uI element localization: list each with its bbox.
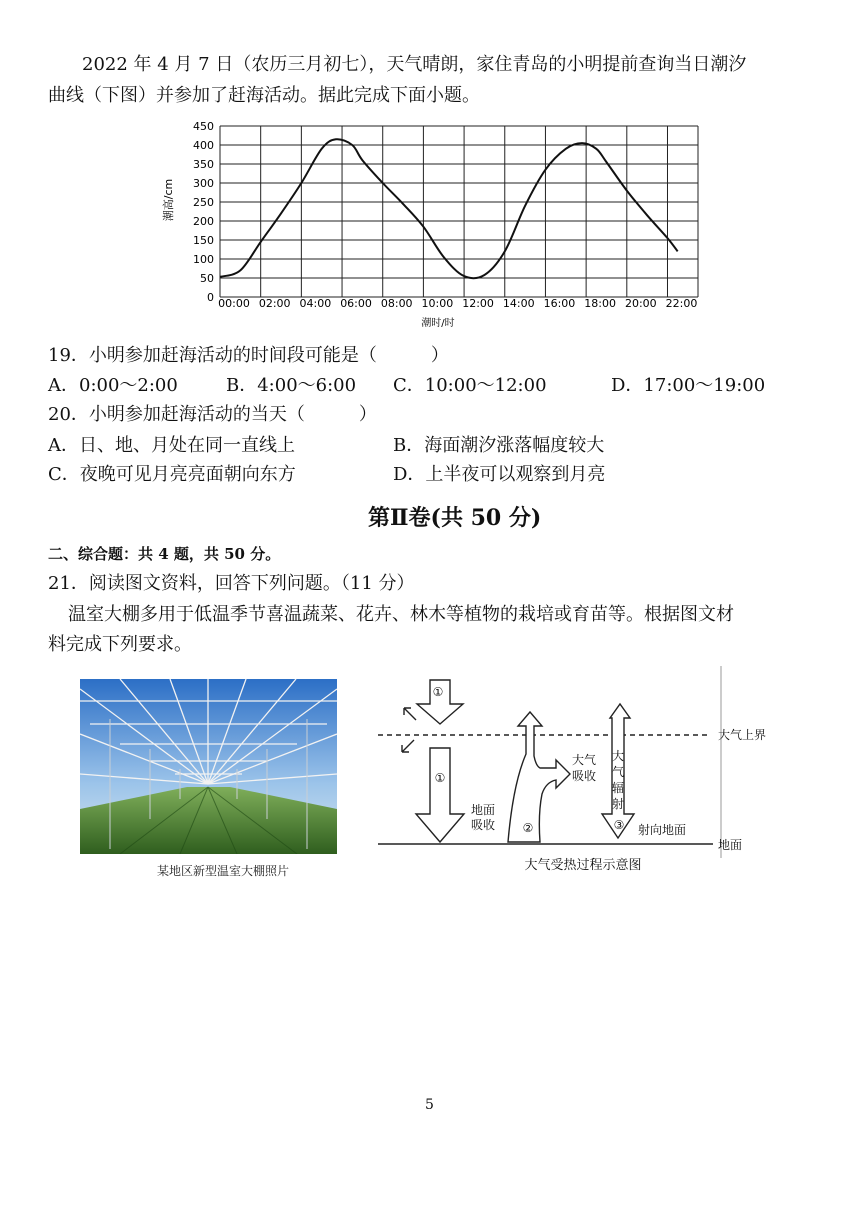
q21-stem: 21．阅读图文资料，回答下列问题。（11 分） xyxy=(48,573,415,594)
x-tick-label: 10:00 xyxy=(421,297,454,310)
atmosphere-heating-diagram xyxy=(378,664,778,874)
tide-chart xyxy=(0,0,860,340)
x-tick-label: 22:00 xyxy=(665,297,698,310)
y-tick-label: 400 xyxy=(193,139,214,152)
q19-option-a: A．0:00～2:00 xyxy=(48,375,178,396)
atmosphere-top-label: 大气上界 xyxy=(718,728,767,742)
q19-option-b: B．4:00～6:00 xyxy=(226,375,357,396)
x-tick-label: 02:00 xyxy=(258,297,291,310)
x-tick-label: 16:00 xyxy=(543,297,576,310)
x-tick-label: 00:00 xyxy=(218,297,250,310)
photo-caption: 某地区新型温室大棚照片 xyxy=(157,864,290,878)
section-title: 第Ⅱ卷(共 50 分) xyxy=(368,505,542,531)
intro-line-2: 曲线（下图）并参加了赶海活动。据此完成下面小题。 xyxy=(48,85,480,106)
x-tick-label: 12:00 xyxy=(462,297,494,310)
to-ground-text: 射向地面 xyxy=(638,823,687,837)
x-tick-label: 08:00 xyxy=(380,297,413,310)
page-number: 5 xyxy=(425,1097,434,1113)
tide-series-line xyxy=(220,139,678,278)
atm-rad-text-2: 气 xyxy=(611,765,625,779)
y-tick-label: 200 xyxy=(193,215,214,228)
intro-line-1: 2022 年 4 月 7 日（农历三月初七），天气晴朗，家住青岛的小明提前查询当日潮汐 xyxy=(82,54,747,75)
q20-option-d: D．上半夜可以观察到月亮 xyxy=(393,464,606,485)
x-tick-label: 14:00 xyxy=(502,297,535,310)
y-tick-label: 100 xyxy=(193,253,214,266)
x-tick-label: 18:00 xyxy=(584,297,616,310)
x-tick-label: 20:00 xyxy=(624,297,657,310)
x-tick-label: 06:00 xyxy=(340,297,372,310)
ground-radiation-arrow xyxy=(508,712,570,842)
q20-option-b: B．海面潮汐涨落幅度较大 xyxy=(393,435,605,456)
q21-text-2: 料完成下列要求。 xyxy=(48,634,192,655)
reflect-arrow-2 xyxy=(402,740,414,752)
section-heading: 二、综合题：共 4 题，共 50 分。 xyxy=(48,545,281,563)
atm-absorb-text-1: 大气 xyxy=(572,753,597,767)
label-1-top: ① xyxy=(432,685,444,699)
y-tick-label: 450 xyxy=(193,120,214,133)
label-2: ② xyxy=(522,821,534,835)
solar-arrow-ground xyxy=(416,748,464,842)
y-axis-label: 潮高/cm xyxy=(162,178,175,222)
ground-absorb-text-1: 地面 xyxy=(471,803,496,817)
y-tick-label: 300 xyxy=(193,177,214,190)
y-tick-label: 150 xyxy=(193,234,214,247)
q20-option-a: A．日、地、月处在同一直线上 xyxy=(48,435,295,456)
q19-stem: 19．小明参加赶海活动的时间段可能是（ ） xyxy=(48,345,449,366)
x-tick-label: 04:00 xyxy=(299,297,332,310)
label-1-bottom: ① xyxy=(434,771,446,785)
ground-absorb-text-2: 吸收 xyxy=(471,818,496,832)
y-tick-labels xyxy=(193,120,214,304)
label-3: ③ xyxy=(613,818,625,832)
q19-option-d: D．17:00～19:00 xyxy=(611,375,766,396)
y-tick-label: 250 xyxy=(193,196,214,209)
y-tick-label: 0 xyxy=(207,291,214,304)
atm-rad-text-3: 辐 xyxy=(611,781,625,795)
q21-text-1: 温室大棚多用于低温季节喜温蔬菜、花卉、林木等植物的栽培或育苗等。根据图文材 xyxy=(68,604,734,625)
x-axis-label: 潮时/时 xyxy=(421,318,455,329)
ground-label: 地面 xyxy=(718,838,743,852)
greenhouse-photo xyxy=(80,679,337,854)
heat-diagram-caption: 大气受热过程示意图 xyxy=(524,858,642,873)
q19-option-c: C．10:00～12:00 xyxy=(393,375,547,396)
atm-rad-text-4: 射 xyxy=(611,797,625,811)
chart-grid xyxy=(220,126,698,297)
atm-absorb-text-2: 吸收 xyxy=(572,769,597,783)
y-tick-label: 50 xyxy=(200,272,214,285)
y-tick-label: 350 xyxy=(193,158,214,171)
q20-option-c: C．夜晚可见月亮亮面朝向东方 xyxy=(48,464,296,485)
atm-rad-text-1: 大 xyxy=(611,749,625,763)
x-tick-labels xyxy=(218,297,697,310)
q20-stem: 20．小明参加赶海活动的当天（ ） xyxy=(48,404,377,425)
reflect-arrow-1 xyxy=(404,708,416,720)
